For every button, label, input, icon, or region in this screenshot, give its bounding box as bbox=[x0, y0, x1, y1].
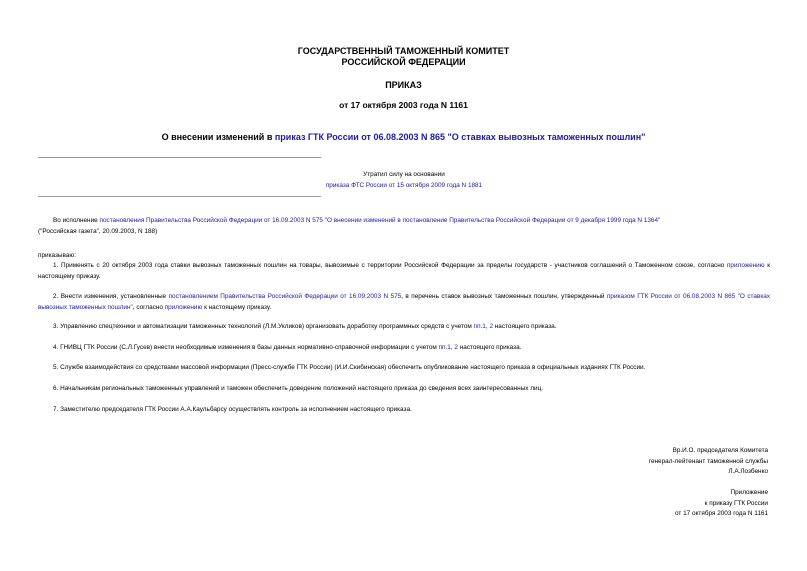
item-3-separator: , bbox=[485, 323, 490, 330]
item-4-link-pp1[interactable]: пп.1 bbox=[438, 344, 451, 351]
item-2-decree-link[interactable]: постановлением Правительства Российской Федерации от 16.09.2003 N 575 bbox=[168, 293, 402, 300]
signature-block bbox=[508, 446, 768, 478]
appendix-block bbox=[508, 488, 768, 520]
item-2-text-mid: , в перечень ставок вывозных таможенных пошлин, утвержденный bbox=[401, 293, 607, 300]
item-3 bbox=[38, 322, 770, 333]
item-1-appendix-link[interactable]: приложению bbox=[726, 262, 765, 269]
subject-link[interactable]: приказ ГТК России от 06.08.2003 N 865 "О ставках вывозных таможенных пошлин" bbox=[274, 132, 646, 142]
item-1-text-end: к настоящему приказу. bbox=[38, 262, 770, 280]
document-type: ПРИКАЗ bbox=[385, 80, 422, 90]
preamble bbox=[38, 216, 770, 237]
issuer-line-2: РОССИЙСКОЙ ФЕДЕРАЦИИ bbox=[341, 57, 466, 67]
divider-top bbox=[38, 157, 321, 158]
item-4-separator: , bbox=[450, 344, 455, 351]
appendix-ref: к приказу ГТК России bbox=[704, 499, 768, 507]
signature-name: Л.А.Лозбенко bbox=[728, 468, 768, 475]
item-1 bbox=[38, 261, 770, 282]
item-2-order-link[interactable]: приказом ГТК России от 06.08.2003 N 865 "О ставках вывозных таможенных пошлин" bbox=[38, 293, 770, 311]
document-date: от 17 октября 2003 года N 1161 bbox=[339, 100, 468, 110]
item-2-text-mid-2: , согласно bbox=[132, 303, 165, 311]
item-4-text-end: настоящего приказа. bbox=[457, 344, 522, 351]
document-subject bbox=[0, 132, 807, 142]
preamble-text-2: ("Российская газета", 20.09.2003, N 188) bbox=[38, 227, 158, 235]
item-3-text-end: настоящего приказа. bbox=[493, 323, 557, 330]
item-1-text: 1. Применять с 20 октября 2003 года ставки вывозных таможенных пошлин на товары, вывозимые с территории Российской Федерации за пределы государств - участников соглашений о Таможенном союзе, согласно bbox=[53, 262, 727, 269]
item-3-link-pp1[interactable]: пп.1 bbox=[473, 323, 486, 330]
item-2-text-end: к настоящему приказу. bbox=[202, 303, 272, 311]
item-4 bbox=[38, 343, 770, 354]
signature-rank: генерал-лейтенант таможенной службы bbox=[648, 457, 768, 465]
subject-text: О внесении изменений в bbox=[161, 132, 275, 142]
order-word: приказываю: bbox=[38, 252, 76, 259]
item-5: 5. Службе взаимодействия со средствами массовой информации (Пресс-службе ГТК России) (И.И.Скибинская) обеспечить опубликование настоящего приказа в официальных изданиях ГТК России. bbox=[53, 364, 646, 371]
item-6: 6. Начальникам региональных таможенных управлений и таможен обеспечить доведение положений настоящего приказа до сведения всех заинтересованных лиц. bbox=[53, 385, 544, 392]
issuer-heading bbox=[0, 46, 807, 68]
item-4-link-pp2[interactable]: 2 bbox=[454, 344, 458, 351]
divider-bottom bbox=[38, 196, 321, 197]
item-4-text: 4. ГНИВЦ ГТК России (С.Л.Гусев) внести необходимые изменения в базы данных нормативно-справочной информации с учетом bbox=[53, 344, 439, 351]
item-3-text: 3. Управлению спецтехники и автоматизации таможенных технологий (Л.М.Укликов) организовать доработку программных средств с учетом bbox=[53, 323, 474, 330]
lost-force-link[interactable]: приказа ФТС России от 15 октября 2009 года N 1881 bbox=[325, 182, 483, 189]
appendix-date: от 17 октября 2003 года N 1161 bbox=[675, 510, 768, 517]
lost-force-text: Утратил силу на основании bbox=[363, 171, 445, 178]
appendix-title: Приложение bbox=[730, 489, 768, 496]
preamble-text-1: Во исполнение bbox=[53, 217, 100, 224]
lost-force-note bbox=[300, 169, 508, 191]
issuer-line-1: ГОСУДАРСТВЕННЫЙ ТАМОЖЕННЫЙ КОМИТЕТ bbox=[297, 46, 510, 56]
item-2-text: 2. Внести изменения, установленные bbox=[53, 293, 169, 300]
item-7: 7. Заместителю председателя ГТК России А.А.Каульбарсу осуществлять контроль за исполнением настоящего приказа. bbox=[53, 406, 412, 413]
item-2 bbox=[38, 292, 770, 313]
item-3-link-pp2[interactable]: 2 bbox=[489, 323, 493, 330]
preamble-link[interactable]: постановления Правительства Российской Федерации от 16.09.2003 N 575 "О внесении изменений в постановление Правительства Российской Федерации от 9 декабря 1999 года N 1364" bbox=[99, 217, 661, 224]
item-2-appendix-link[interactable]: приложению bbox=[164, 303, 203, 311]
signature-position: Вр.И.О. председателя Комитета bbox=[672, 447, 768, 454]
